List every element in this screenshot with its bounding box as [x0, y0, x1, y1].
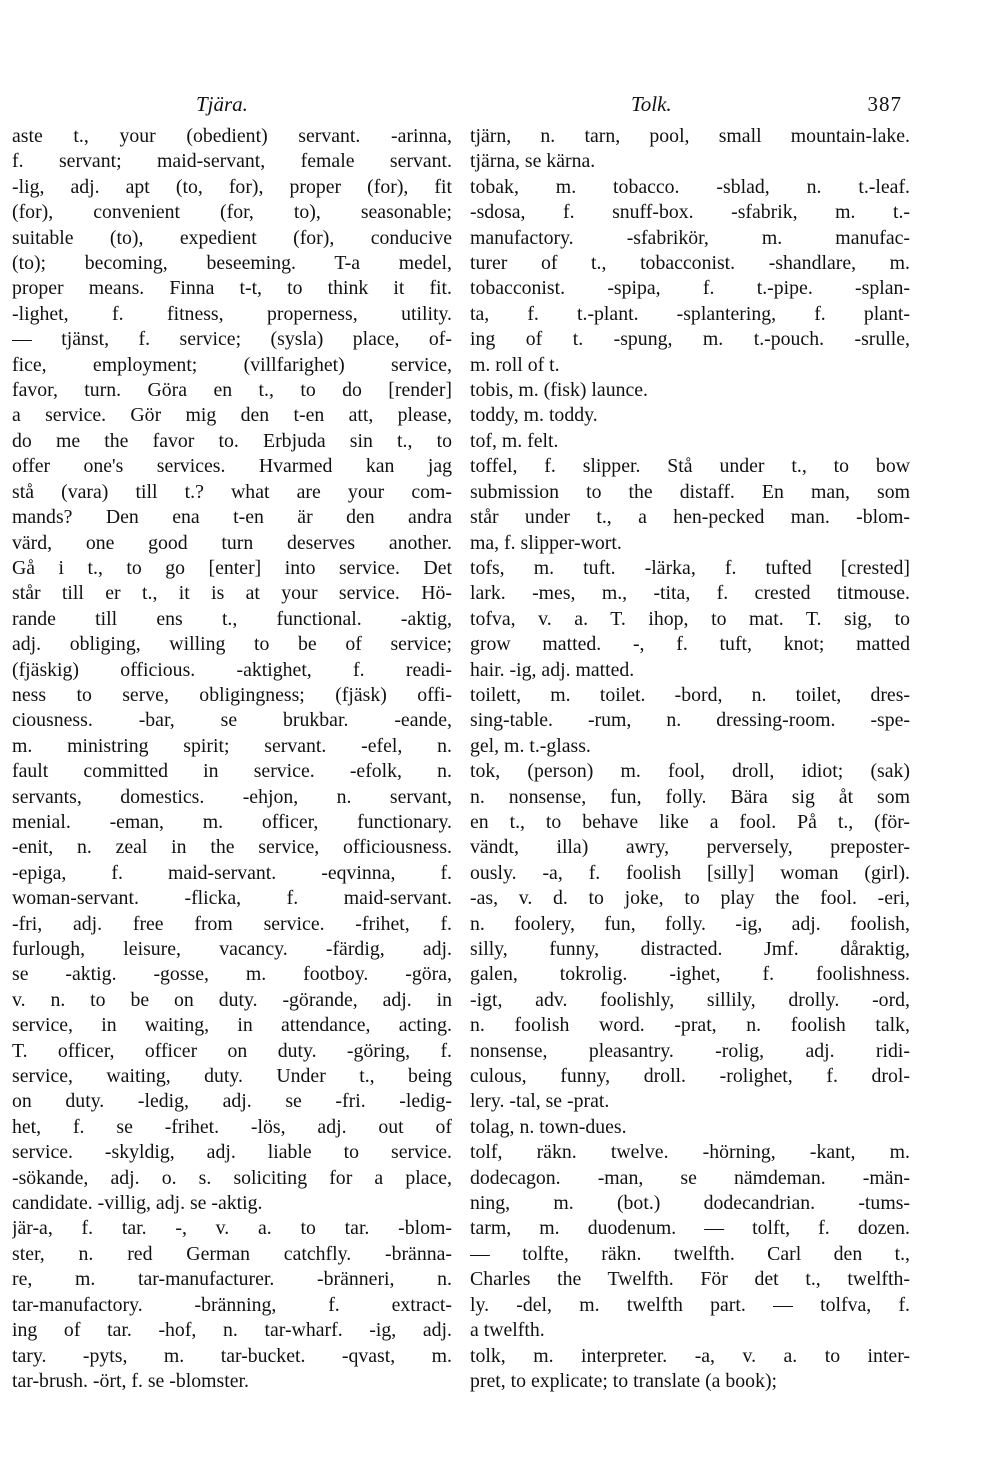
text-line: servants, domestics. -ehjon, n. servant, [12, 785, 452, 808]
text-line: toffel, f. slipper. Stå under t., to bow [470, 455, 910, 478]
text-line: suitable (to), expedient (for), conducive [12, 226, 452, 249]
text-line: -enit, n. zeal in the service, officiousness. [12, 836, 452, 859]
text-line: se -aktig. -gosse, m. footboy. -göra, [12, 963, 452, 986]
text-line: lery. -tal, se -prat. [470, 1090, 610, 1113]
text-line: står till er t., it is at your service. Hö- [12, 582, 452, 605]
text-line: aste t., your (obedient) servant. -arinna, [12, 125, 452, 147]
text-line: tobis, m. (fisk) launce. [470, 379, 648, 402]
text-line: -epiga, f. maid-servant. -eqvinna, f. [12, 861, 452, 884]
text-line: on duty. -ledig, adj. se -fri. -ledig- [12, 1090, 452, 1113]
text-line: candidate. -villig, adj. se -aktig. [12, 1192, 263, 1215]
text-line: toilett, m. toilet. -bord, n. toilet, dres- [470, 683, 910, 706]
text-line: -lighet, f. fitness, properness, utility. [12, 302, 452, 325]
text-line: tjärna, se kärna. [470, 150, 596, 173]
text-line: (to); becoming, beseeming. T-a medel, [12, 252, 452, 275]
running-head-center: Tolk. [631, 92, 672, 116]
text-line: a service. Gör mig den t-en att, please, [12, 404, 452, 427]
text-line: tof, m. felt. [470, 429, 559, 452]
text-line: hair. -ig, adj. matted. [470, 658, 635, 681]
text-line: ning, m. (bot.) dodecandrian. -tums- [470, 1192, 910, 1215]
text-line: toddy, m. toddy. [470, 404, 598, 427]
text-line: fault committed in service. -efolk, n. [12, 760, 452, 783]
text-line: m. ministring spirit; servant. -efel, n. [12, 734, 452, 757]
text-line: f. servant; maid-servant, female servant. [12, 150, 452, 173]
text-line: lark. -mes, m., -tita, f. crested titmouse. [470, 582, 910, 605]
text-line: dodecagon. -man, se nämdeman. -män- [470, 1166, 910, 1189]
text-line: tofva, v. a. T. ihop, to mat. T. sig, to [470, 607, 910, 630]
text-line: vändt, illa) awry, perversely, preposter- [470, 836, 910, 859]
text-line: turer of t., tobacconist. -shandlare, m. [470, 252, 910, 275]
text-line: n. foolish word. -prat, n. foolish talk, [470, 1014, 910, 1037]
text-line: T. officer, officer on duty. -göring, f. [12, 1039, 452, 1062]
text-line: sing-table. -rum, n. dressing-room. -spe- [470, 709, 910, 732]
right-column [470, 124, 910, 1394]
text-line: a twelfth. [470, 1319, 545, 1342]
text-line: het, f. se -frihet. -lös, adj. out of [12, 1115, 452, 1138]
text-line: ciousness. -bar, se brukbar. -eande, [12, 709, 452, 732]
text-line: n. foolery, fun, folly. -ig, adj. foolish, [470, 912, 910, 935]
text-line: proper means. Finna t-t, to think it fit. [12, 277, 452, 300]
text-line: tary. -pyts, m. tar-bucket. -qvast, m. [12, 1344, 452, 1367]
text-line: Charles the Twelfth. För det t., twelfth- [470, 1268, 910, 1291]
text-line: tok, (person) m. fool, droll, idiot; (sak) [470, 760, 910, 783]
text-line: service, waiting, duty. Under t., being [12, 1065, 452, 1088]
text-line: gel, m. t.-glass. [470, 734, 591, 757]
text-line: -sdosa, f. snuff-box. -sfabrik, m. t.- [470, 201, 910, 224]
text-line: tar-manufactory. -bränning, f. extract- [12, 1293, 452, 1316]
text-line: v. n. to be on duty. -görande, adj. in [12, 988, 452, 1011]
text-line: woman-servant. -flicka, f. maid-servant. [12, 887, 452, 910]
text-line: ing of tar. -hof, n. tar-wharf. -ig, adj. [12, 1319, 452, 1342]
text-line: ma, f. slipper-wort. [470, 531, 622, 554]
text-line: står under t., a hen-pecked man. -blom- [470, 506, 910, 529]
text-line: ta, f. t.-plant. -splantering, f. plant- [470, 302, 910, 325]
text-line: culous, funny, droll. -rolighet, f. drol- [470, 1065, 910, 1088]
text-line: submission to the distaff. En man, som [470, 480, 910, 503]
text-line: -as, v. d. to joke, to play the fool. -eri, [470, 887, 910, 910]
text-line: do me the favor to. Erbjuda sin t., to [12, 429, 452, 452]
text-line: en t., to behave like a fool. På t., (för- [470, 810, 910, 833]
text-line: tjärn, n. tarn, pool, small mountain-lake. [470, 125, 910, 147]
text-line: service, in waiting, in attendance, acting. [12, 1014, 452, 1037]
text-line: manufactory. -sfabrikör, m. manufac- [470, 226, 910, 249]
text-line: grow matted. -, f. tuft, knot; matted [470, 633, 910, 656]
text-line: re, m. tar-manufacturer. -bränneri, n. [12, 1268, 452, 1291]
running-head-left: Tjära. [196, 92, 248, 116]
text-line: galen, tokrolig. -ighet, f. foolishness. [470, 963, 910, 986]
text-line: offer one's services. Hvarmed kan jag [12, 455, 452, 478]
text-line: tolf, räkn. twelve. -hörning, -kant, m. [470, 1141, 910, 1164]
text-line: m. roll of t. [470, 353, 560, 376]
text-line: tobak, m. tobacco. -sblad, n. t.-leaf. [470, 175, 910, 198]
text-line: -lig, adj. apt (to, for), proper (for), fit [12, 175, 452, 198]
text-line: furlough, leisure, vacancy. -färdig, adj. [12, 938, 452, 960]
text-line: ster, n. red German catchfly. -bränna- [12, 1242, 452, 1265]
page-number: 387 [867, 92, 902, 116]
text-line: värd, one good turn deserves another. [12, 531, 452, 554]
text-line: silly, funny, distracted. Jmf. dåraktig, [470, 938, 910, 960]
text-line: tolk, m. interpreter. -a, v. a. to inter- [470, 1344, 910, 1367]
text-line: adj. obliging, willing to be of service; [12, 633, 452, 656]
text-line: tolag, n. town-dues. [470, 1115, 627, 1138]
text-line: menial. -eman, m. officer, functionary. [12, 810, 452, 833]
text-line: — tjänst, f. service; (sysla) place, of- [12, 328, 452, 351]
text-line: jär-a, f. tar. -, v. a. to tar. -blom- [12, 1217, 452, 1240]
left-column [12, 124, 452, 1394]
text-line: tofs, m. tuft. -lärka, f. tufted [crested] [470, 556, 910, 579]
text-line: ly. -del, m. twelfth part. — tolfva, f. [470, 1293, 910, 1316]
text-line: service. -skyldig, adj. liable to service. [12, 1141, 452, 1164]
text-line: tar-brush. -ört, f. se -blomster. [12, 1369, 249, 1392]
text-line: -fri, adj. free from service. -frihet, f. [12, 912, 452, 935]
text-line: stå (vara) till t.? what are your com- [12, 480, 452, 503]
text-line: fice, employment; (villfarighet) service, [12, 353, 452, 376]
text-line: (fjäskig) officious. -aktighet, f. readi- [12, 658, 452, 681]
text-line: n. nonsense, fun, folly. Bära sig åt som [470, 785, 910, 808]
text-line: ously. -a, f. foolish [silly] woman (girl). [470, 861, 910, 884]
text-line: tobacconist. -spipa, f. t.-pipe. -splan- [470, 277, 910, 300]
text-line: ness to serve, obligingness; (fjäsk) offi- [12, 683, 452, 706]
text-line: rande till ens t., functional. -aktig, [12, 607, 452, 630]
text-line: — tolfte, räkn. twelfth. Carl den t., [470, 1242, 910, 1265]
text-line: Gå i t., to go [enter] into service. Det [12, 556, 452, 579]
text-line: ing of t. -spung, m. t.-pouch. -srulle, [470, 328, 910, 351]
text-line: -igt, adv. foolishly, sillily, drolly. -ord, [470, 988, 910, 1011]
text-line: -sökande, adj. o. s. soliciting for a place, [12, 1166, 452, 1189]
text-line: mands? Den ena t-en är den andra [12, 506, 452, 529]
text-line: (for), convenient (for, to), seasonable; [12, 201, 452, 224]
text-line: tarm, m. duodenum. — tolft, f. dozen. [470, 1217, 910, 1240]
text-line: favor, turn. Göra en t., to do [render] [12, 379, 452, 402]
text-line: pret, to explicate; to translate (a book); [470, 1369, 778, 1392]
text-line: nonsense, pleasantry. -rolig, adj. ridi- [470, 1039, 910, 1062]
